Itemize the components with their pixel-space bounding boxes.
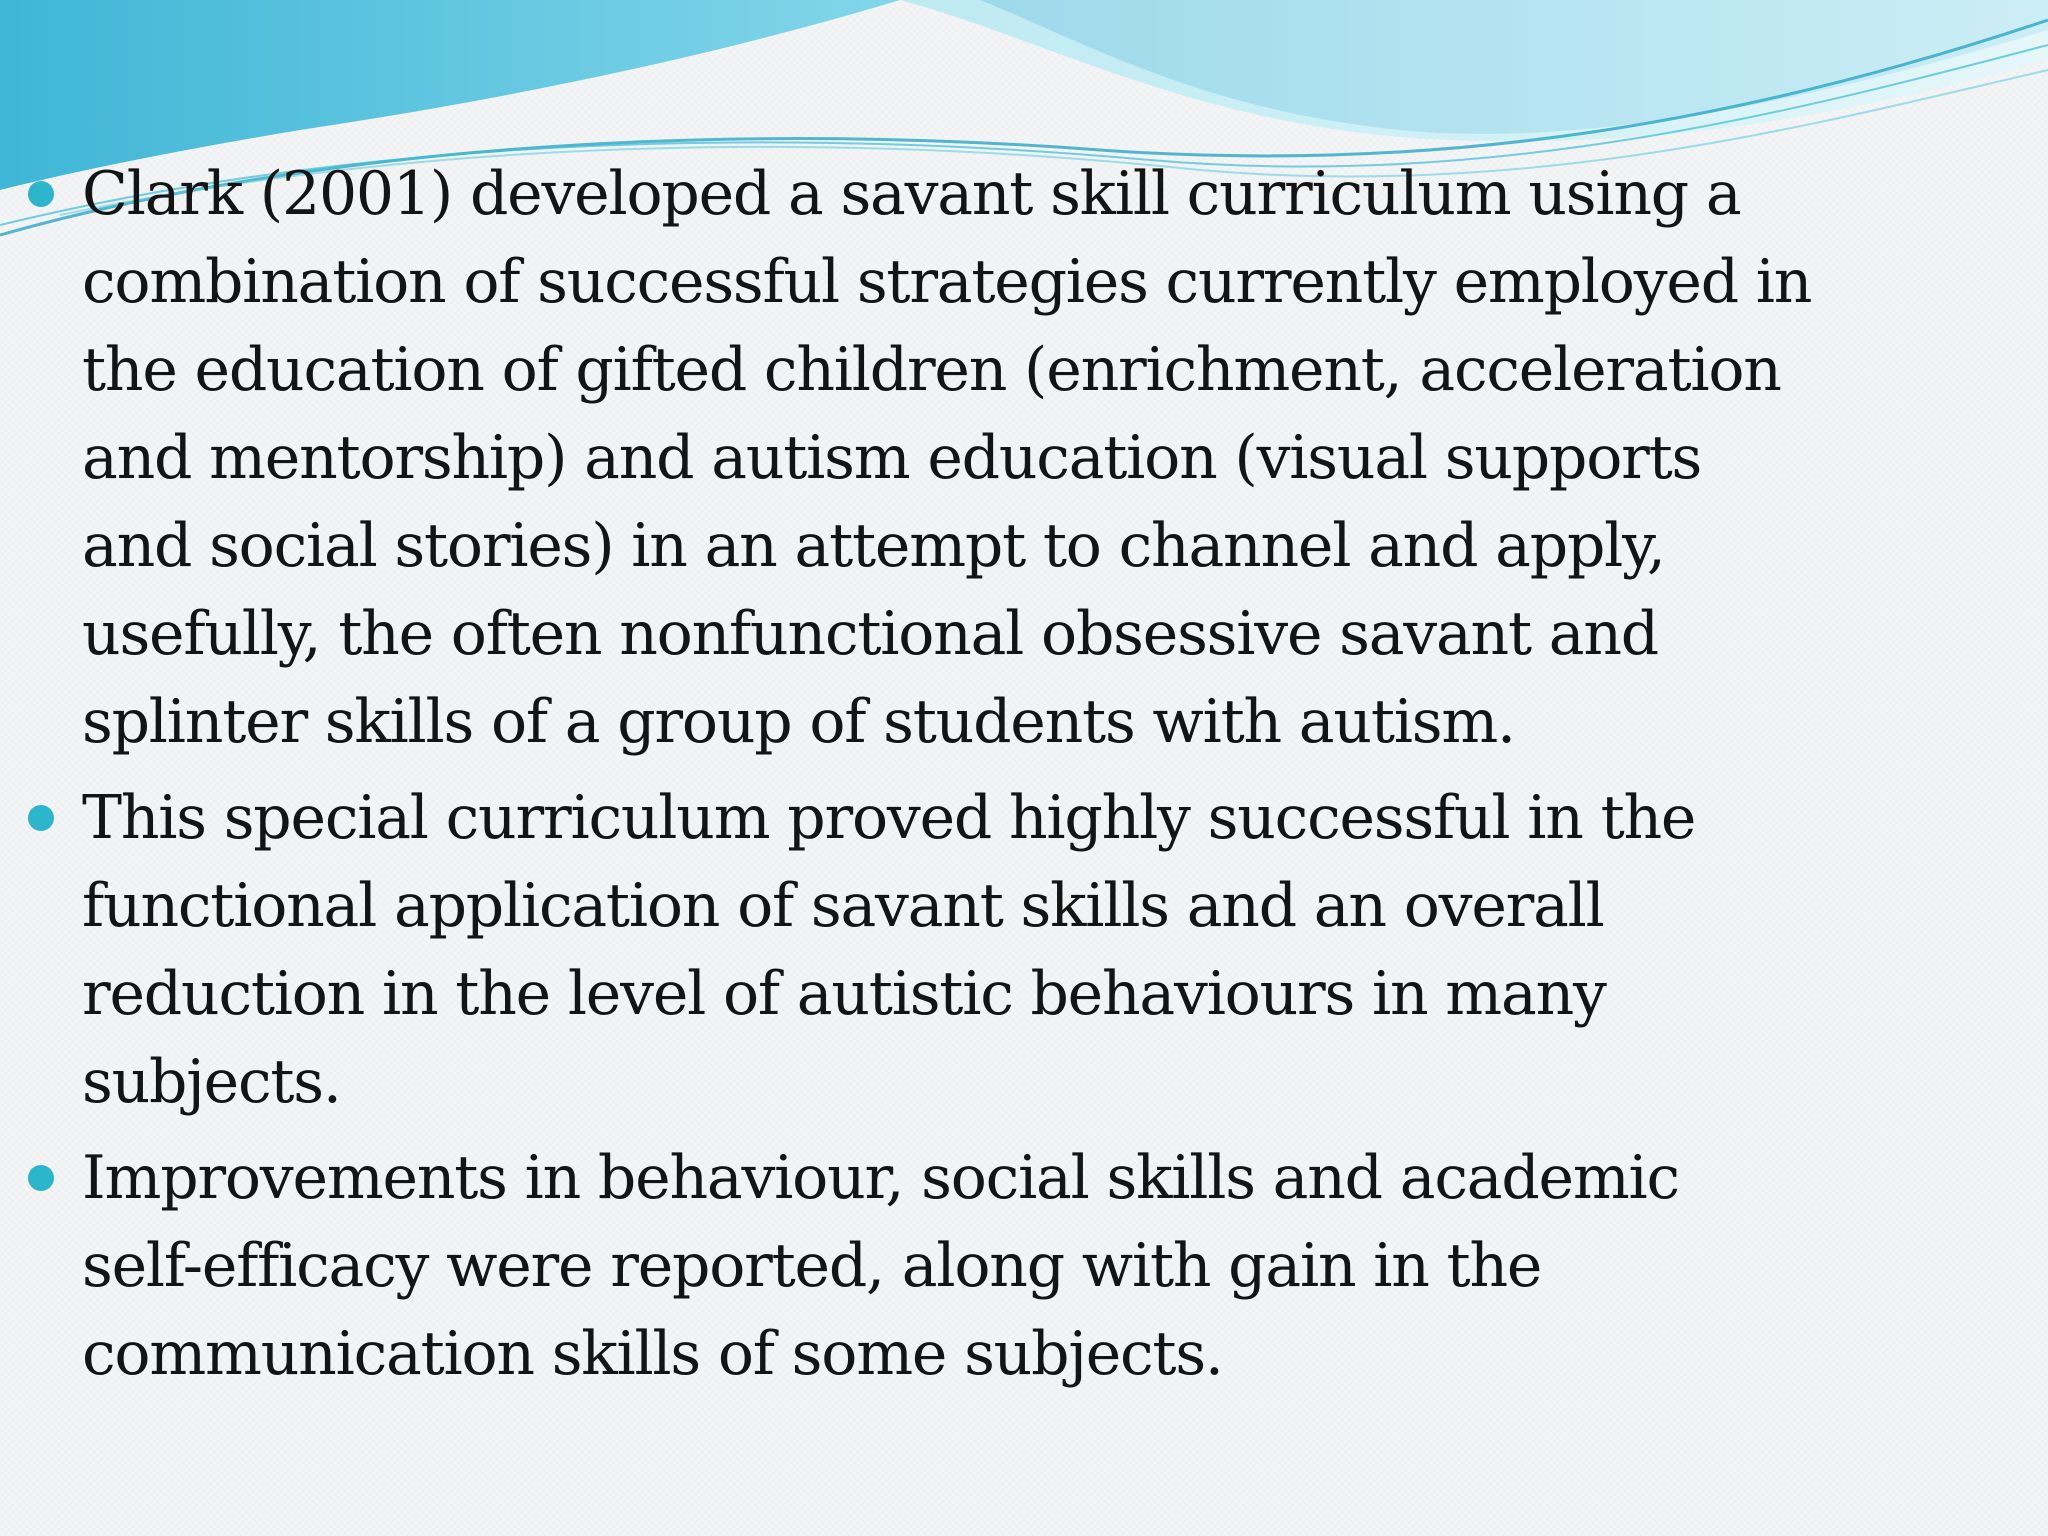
bullet-text: Clark (2001) developed a savant skill curriculum using a combination of successful strategies currently employed in the education of gifted children (enrichment, acceleration and mentorship) and autism education (visual supports and social stories) in an attempt to channel and apply, usefully, the often nonfunctional obsessive savant and splinter skills of a group of students with autism. — [82, 159, 1812, 757]
bullet-list — [0, 150, 2048, 1398]
bullet-item — [0, 150, 2048, 766]
bullet-dot-icon — [28, 181, 54, 207]
bullet-dot-icon — [28, 805, 54, 831]
slide-body — [0, 150, 2048, 1450]
bullet-dot-icon — [28, 1165, 54, 1191]
bullet-text: This special curriculum proved highly successful in the functional application of savant skills and an overall reduction in the level of autistic behaviours in many subjects. — [82, 783, 1696, 1117]
bullet-text: Improvements in behaviour, social skills and academic self-efficacy were reported, along with gain in the communication skills of some subjects. — [82, 1143, 1679, 1389]
bullet-item — [0, 774, 2048, 1126]
bullet-item — [0, 1134, 2048, 1398]
